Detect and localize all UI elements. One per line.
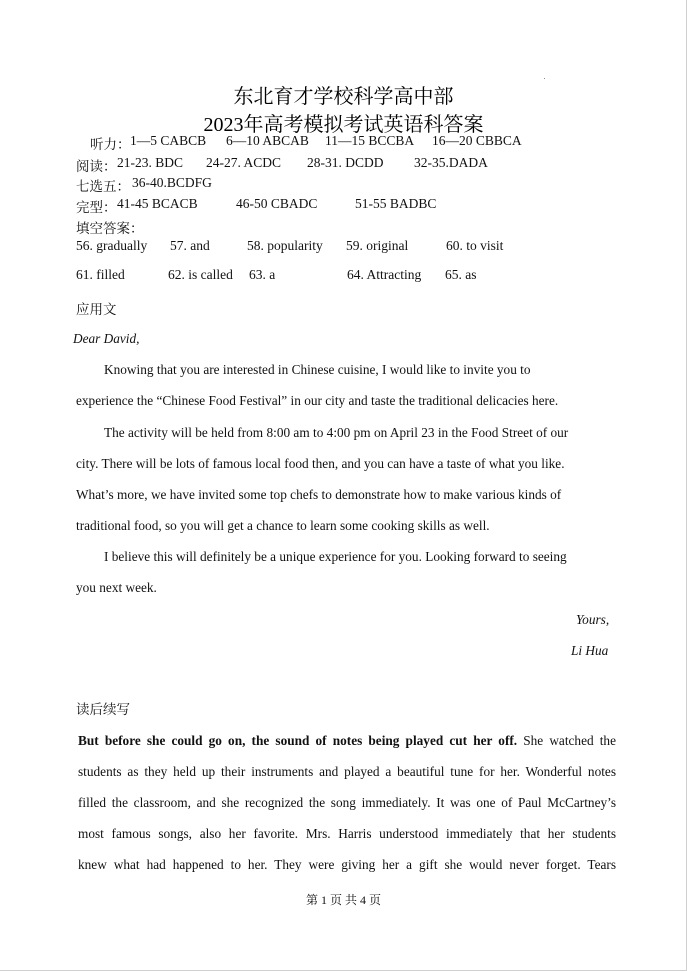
letter-salutation: Dear David,: [73, 331, 140, 346]
story-first-line: [78, 733, 616, 749]
reading-label: 阅读：: [76, 159, 117, 174]
answer-item: 64. Attracting: [347, 267, 422, 282]
letter-signature: Li Hua: [571, 643, 609, 658]
application-writing-title: 应用文: [76, 302, 117, 317]
letter-line: you next week.: [76, 580, 157, 595]
answer-item: 60. to visit: [446, 238, 504, 253]
letter-line: experience the “Chinese Food Festival” in our city and taste the traditional delicacies here.: [76, 393, 559, 408]
answer-item: 56. gradually: [76, 238, 148, 253]
letter-line: traditional food, so you will get a chance to learn some cooking skills as well.: [76, 518, 490, 533]
letter-line: What’s more, we have invited some top chefs to demonstrate how to make various kinds of: [76, 487, 562, 502]
letter-line: Knowing that you are interested in Chinese cuisine, I would like to invite you to: [104, 362, 531, 377]
story-line: most famous songs, also her favorite. Mrs. Harris understood immediately that her students: [78, 826, 616, 841]
answer-item: 32-35.DADA: [414, 155, 488, 170]
story-line: filled the classroom, and she recognized the song immediately. It was one of Paul McCartney’s: [78, 795, 616, 810]
answer-item: 65. as: [445, 267, 477, 282]
answer-item: 11—15 BCCBA: [325, 133, 415, 148]
cloze-label: 完型：: [76, 200, 117, 215]
answer-item: 1—5 CABCB: [130, 133, 207, 148]
answer-item: 16—20 CBBCA: [432, 133, 522, 148]
letter-line: I believe this will definitely be a unique experience for you. Looking forward to seeing: [104, 549, 567, 564]
seven-choose-five-label: 七选五：: [76, 179, 130, 194]
story-bold-opening: But before she could go on, the sound of notes being played cut her off.: [78, 733, 518, 748]
page-footer: 第 1 页 共 4 页: [305, 893, 381, 907]
story-first-line-rest: She watched the: [517, 733, 616, 748]
answer-item: 58. popularity: [247, 238, 323, 253]
answer-item: 6—10 ABCAB: [226, 133, 309, 148]
letter-line: The activity will be held from 8:00 am to 4:00 pm on April 23 in the Food Street of our: [104, 425, 569, 440]
exam-title: 2023年高考模拟考试英语科答案: [203, 114, 484, 136]
answer-item: 24-27. ACDC: [206, 155, 282, 170]
answer-item: 62. is called: [168, 267, 233, 282]
answer-item: 59. original: [346, 238, 409, 253]
answer-item: 57. and: [170, 238, 210, 253]
answer-item: 41-45 BCACB: [117, 196, 198, 211]
story-line: knew what had happened to her. They were giving her a gift she would never forget. Tears: [78, 857, 616, 872]
continuation-writing-title: 读后续写: [76, 702, 130, 717]
listening-label: 听力：: [90, 137, 131, 152]
answer-item: 51-55 BADBC: [355, 196, 437, 211]
letter-line: city. There will be lots of famous local food then, and you can have a taste of what you like.: [76, 456, 565, 471]
answer-item: 46-50 CBADC: [236, 196, 318, 211]
answer-item: 63. a: [249, 267, 276, 282]
letter-closing: Yours,: [576, 612, 610, 627]
answer-item: 21-23. BDC: [117, 155, 184, 170]
answer-item: 36-40.BCDFG: [132, 175, 212, 190]
answer-item: 28-31. DCDD: [307, 155, 384, 170]
fill-blank-label: 填空答案：: [76, 221, 144, 236]
speck: [544, 78, 545, 79]
school-title: 东北育才学校科学高中部: [233, 86, 454, 108]
answer-item: 61. filled: [76, 267, 125, 282]
story-line: students as they held up their instruments and played a beautiful tune for her. Wonderful notes: [78, 764, 616, 779]
